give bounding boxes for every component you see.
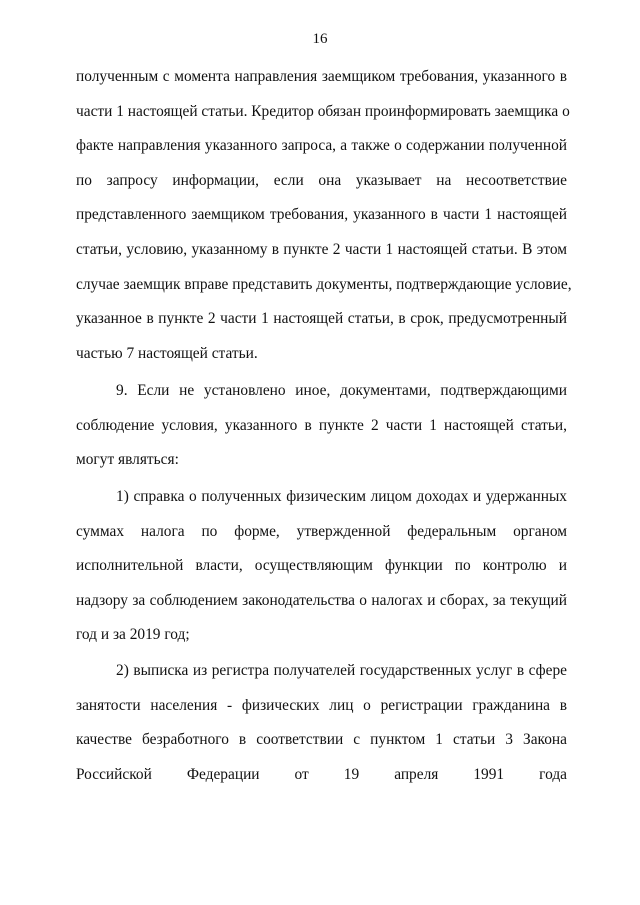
paragraph-item-9 [76,374,567,478]
page-number: 16 [312,31,328,47]
text-line: частью 7 настоящей статьи. [76,344,258,362]
text-line: соблюдение условия, указанного в пункте 2 части 1 настоящей статьи, [76,416,567,434]
text-line: качестве безработного в соответствии с пунктом 1 статьи 3 Закона [76,731,567,749]
text-line: 9. Если не установлено иное, документами, подтверждающими [116,382,567,399]
text-line: части 1 настоящей статьи. Кредитор обязан проинформировать заемщика о [76,102,570,120]
text-line: надзору за соблюдением законодательства о налогах и сборах, за текущий [76,591,567,609]
paragraph-subitem-2 [76,654,567,792]
text-line: суммах налога по форме, утвержденной федеральным органом [76,522,567,540]
text-line: по запросу информации, если она указывает на несоответствие [76,171,567,189]
text-line: исполнительной власти, осуществляющим функции по контролю и [76,557,567,575]
text-line: указанное в пункте 2 части 1 настоящей статьи, в срок, предусмотренный [76,310,567,328]
text-line: могут являться: [76,451,179,469]
paragraph-continuation [76,60,572,371]
text-line: 2) выписка из регистра получателей государственных услуг в сфере [116,662,567,679]
text-line: полученным с момента направления заемщиком требования, указанного в [76,68,567,85]
text-line: представленного заемщиком требования, указанного в части 1 настоящей [76,206,567,224]
text-line: статьи, условию, указанному в пункте 2 части 1 настоящей статьи. В этом [76,240,567,258]
paragraph-subitem-1 [76,480,567,653]
text-line: случае заемщик вправе представить документы, подтверждающие условие, [76,275,572,293]
text-line: Российской Федерации от 19 апреля 1991 года [76,765,567,783]
text-line: факте направления указанного запроса, а также о содержании полученной [76,137,567,155]
text-line: 1) справка о полученных физическим лицом доходах и удержанных [116,488,567,505]
text-line: занятости населения - физических лиц о регистрации гражданина в [76,696,567,714]
text-line: год и за 2019 год; [76,626,190,644]
